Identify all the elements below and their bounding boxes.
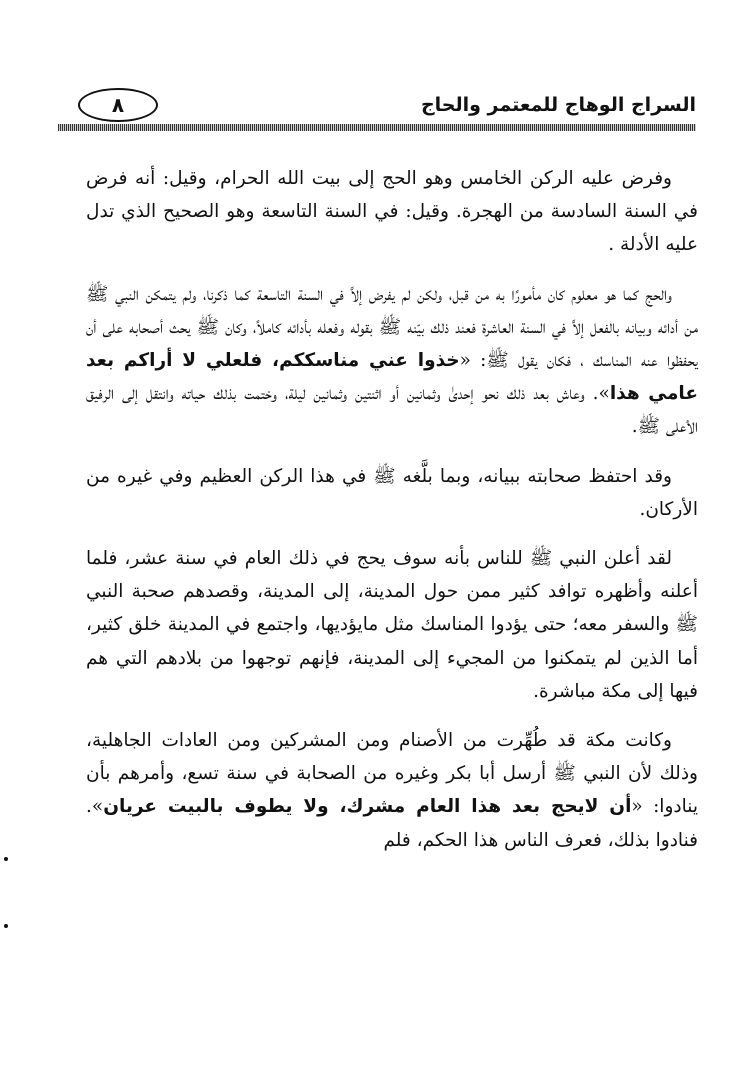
paragraph-text: ». فنادوا بذلك، فعرف الناس هذا الحكم، فلم: [86, 796, 698, 851]
paragraph: [86, 460, 698, 526]
margin-mark: [4, 857, 8, 861]
page-header: [58, 86, 696, 130]
paragraph-text: وكانت مكة قد طُهِّرت من الأصنام ومن المشركين ومن العادات الجاهلية، وذلك لأن النبي ﷺ أرسل أبا بكر وغيره من الصحابة في سنة تسع، وأمرهم بأن ينادوا: «: [86, 730, 698, 818]
page-number: ٨: [78, 88, 158, 122]
paragraph: [86, 162, 698, 262]
paragraph: [86, 724, 698, 857]
paragraph-text: لقد أعلن النبي ﷺ للناس بأنه سوف يحج في ذلك العام في سنة عشر، فلما أعلنه وأظهره توافد كثير ممن حول المدينة، إلى المدينة، وقصدهم صحبة النبي ﷺ والسفر معه؛ حتى يؤدوا المناسك مثل مايؤديها، واجتمع في المدينة خلق كثير، أما الذين لم يتمكنوا من المجيء إلى المدينة، فإنهم توجهوا من بلادهم التي هم فيها إلى مكة مباشرة.: [86, 548, 698, 702]
header-rule: [58, 124, 696, 131]
paragraph-text: والحج كما هو معلوم كان مأمورًا به من قبل، ولكن لم يفرض إلاَّ في السنة التاسعة كما ذكرنا، ولم يتمكن النبي ﷺ من أدائه وبيانه بالفعل إلاَّ في السنة العاشرة فعند ذلك بيّنه ﷺ بقوله وفعله بأدائه كاملاً، وكان ﷺ يحث أصحابه على أن يحفظوا عنه المناسك ، فكان يقول ﷺ: «: [86, 283, 698, 372]
announcement-quote: أن لايحج بعد هذا العام مشرك، ولا يطوف بالبيت عريان: [103, 796, 632, 818]
paragraph: [86, 542, 698, 708]
paragraph-text: ». وعاش بعد ذلك نحو إحدىٰ وثمانين أو اثنتين وثمانين ليلة، وختمت بذلك حياته وانتقل إلى الرفيق الأعلى ﷺ.: [86, 383, 698, 438]
paragraph-text: وقد احتفظ صحابته ببيانه، وبما بلَّغه ﷺ في هذا الركن العظيم وفي غيره من الأركان.: [86, 465, 698, 520]
paragraph: [86, 278, 698, 444]
hadith-quote: خذوا عني مناسككم، فلعلي لا أراكم بعد عامي هذا: [86, 350, 698, 405]
paragraph-text: وفرض عليه الركن الخامس وهو الحج إلى بيت الله الحرام، وقيل: أنه فرض في السنة السادسة من الهجرة. وقيل: في السنة التاسعة وهو الصحيح الذي تدل عليه الأدلة .: [86, 168, 698, 256]
margin-mark: [4, 924, 8, 928]
body-text: [86, 162, 698, 873]
book-title: السراج الوهاج للمعتمر والحاج: [420, 94, 696, 116]
